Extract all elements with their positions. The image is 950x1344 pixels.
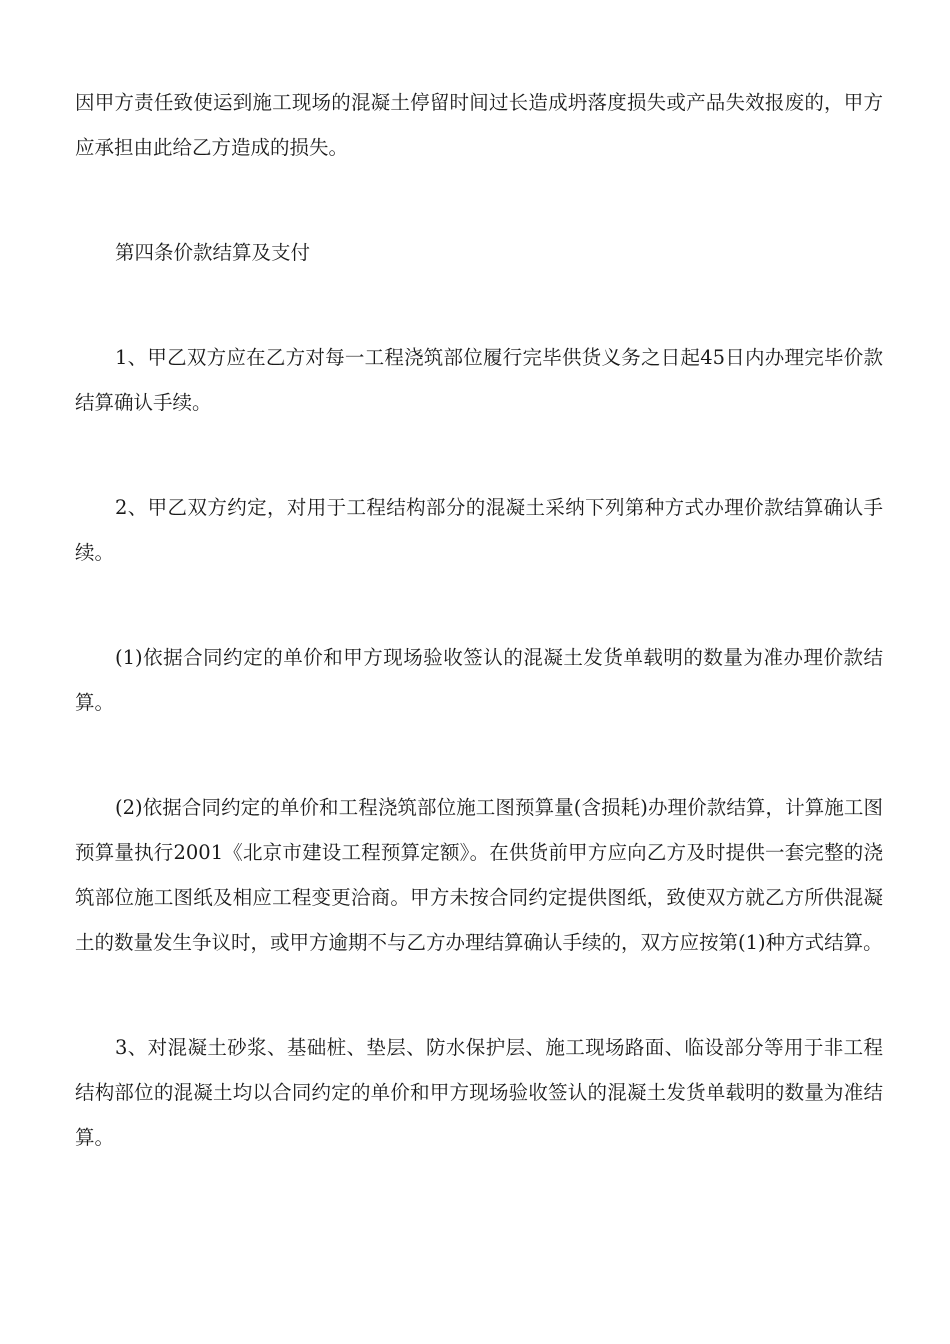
paragraph-loss-liability: 因甲方责任致使运到施工现场的混凝土停留时间过长造成坍落度损失或产品失效报废的，甲方应承担由此给乙方造成的损失。 (75, 91, 883, 159)
paragraph-clause-2-option-2: (2)依据合同约定的单价和工程浇筑部位施工图预算量(含损耗)办理价款结算，计算施工图预算量执行2001《北京市建设工程预算定额》。在供货前甲方应向乙方及时提供一套完整的浇筑部位施工图纸及相应工程变更洽商。甲方未按合同约定提供图纸，致使双方就乙方所供混凝土的数量发生争议时，或甲方逾期不与乙方办理结算确认手续的，双方应按第(1)种方式结算。 (75, 796, 883, 954)
section-heading-article-4: 第四条价款结算及支付 (115, 241, 311, 264)
document-page (75, 80, 883, 1220)
paragraph-clause-3: 3、对混凝土砂浆、基础桩、垫层、防水保护层、施工现场路面、临设部分等用于非工程结构部位的混凝土均以合同约定的单价和甲方现场验收签认的混凝土发货单载明的数量为准结算。 (75, 1036, 883, 1149)
paragraph-clause-1: 1、甲乙双方应在乙方对每一工程浇筑部位履行完毕供货义务之日起45日内办理完毕价款结算确认手续。 (75, 346, 883, 414)
paragraph-clause-2-option-1: (1)依据合同约定的单价和甲方现场验收签认的混凝土发货单载明的数量为准办理价款结算。 (75, 646, 883, 714)
paragraph-clause-2: 2、甲乙双方约定，对用于工程结构部分的混凝土采纳下列第种方式办理价款结算确认手续。 (75, 496, 883, 564)
